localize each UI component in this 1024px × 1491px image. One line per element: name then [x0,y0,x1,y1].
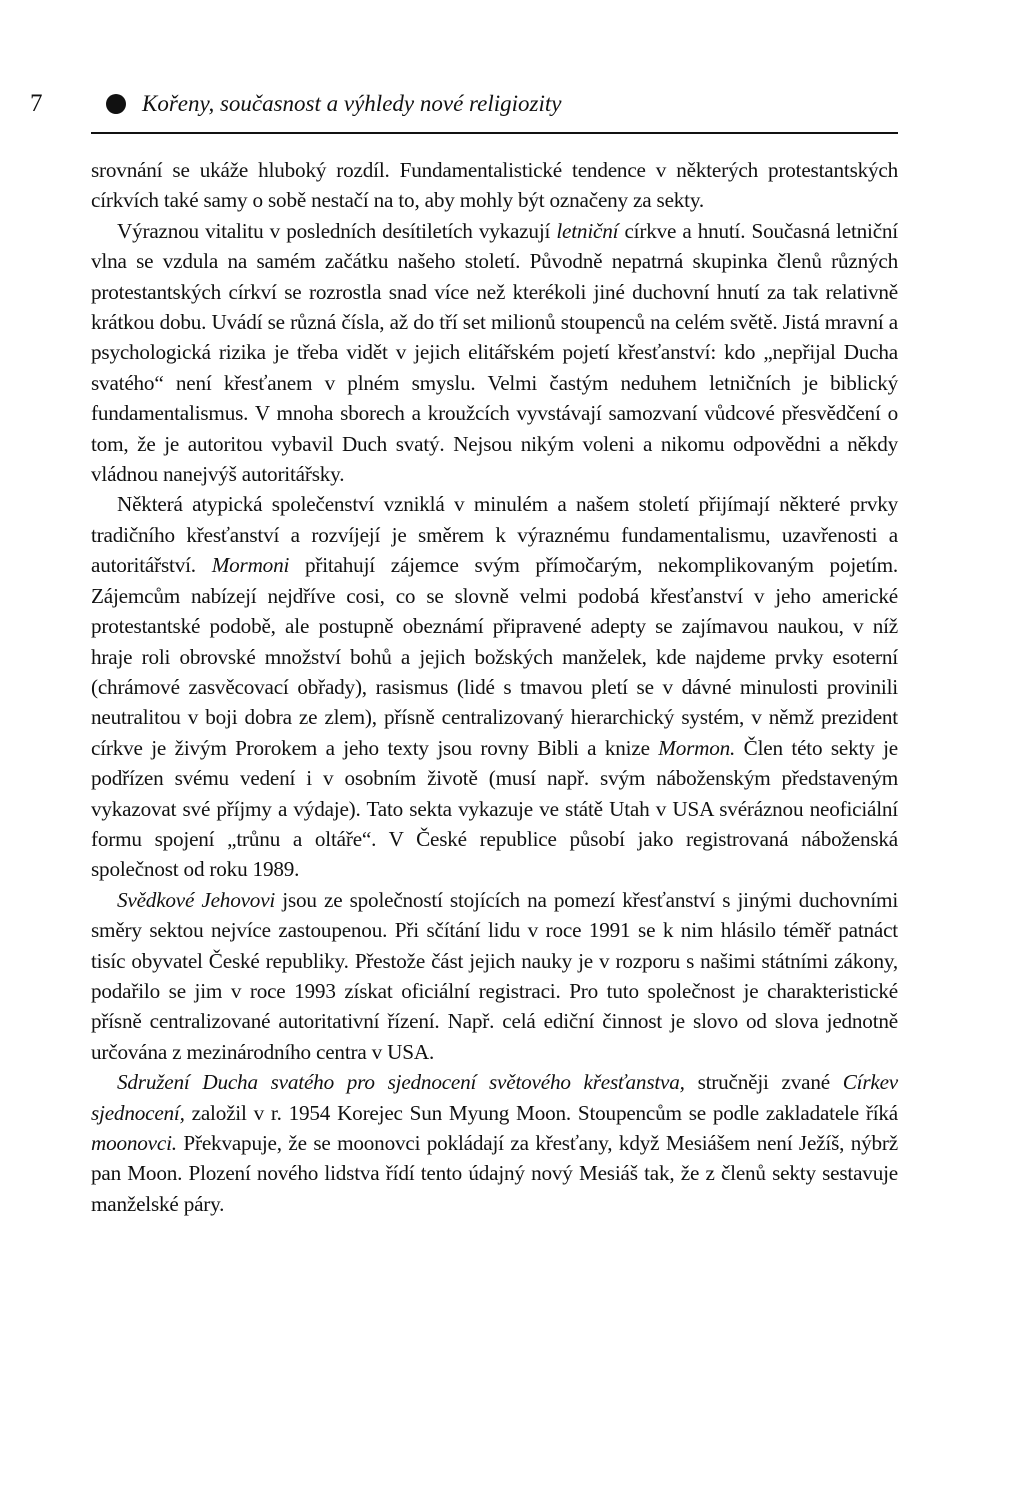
text-segment: Člen této sekty je podřízen svému vedení i v osobním životě (musí např. svým náboženským představeným vykazovat své příjmy a výdaje). Tato sekta vykazuje ve státě Utah v USA svéráznou neoficiální formu spojení „trůnu a oltáře“. V České republice působí jako registrovaná náboženská společnost od roku 1989. [91,735,898,882]
text-segment: přitahují zájemce svým přímočarým, nekomplikovaným pojetím. Zájemcům nabízejí nejdříve cosi, co se slovně velmi podobá křesťanství v jeho americké protestantské podobě, ale postupně obeznámí připravené adepty se zajímavou naukou, v níž hraje roli obrovské množství bohů a jejich božských manželek, kde najdeme prvky esoterní (chrámové zasvěcovací obřady), rasismus (lidé s tmavou pletí se v dávné minulosti provinili neutralitou v boji dobra ze zlem), přísně centralizovaný hierarchický systém, v němž prezident církve je živým Prorokem a jeho texty jsou rovny Bibli a knize [91,553,898,760]
page-number: 7 [30,90,43,117]
italic-term: Sdružení Ducha svatého pro sjednocení světového křesťanstva, [117,1070,685,1095]
paragraph [91,489,898,884]
italic-term: letniční [556,218,619,243]
text-segment: založil v r. 1954 Korejec Sun Myung Moon. Stoupencům se podle zakladatele říká [184,1100,898,1125]
bullet-icon [106,94,126,114]
text-segment: stručněji zvané [684,1070,843,1095]
running-header [30,84,900,124]
text-segment: srovnání se ukáže hluboký rozdíl. Fundamentalistické tendence v některých protestantských církvích také samy o sobě nestačí na to, aby mohly být označeny za sekty. [91,158,898,213]
body-text [91,155,898,1219]
text-segment: Výraznou vitalitu v posledních desítiletích vykazují [117,218,557,243]
running-title: Kořeny, současnost a výhledy nové religiozity [142,91,562,116]
italic-term: Mormon. [658,735,736,760]
paragraph [91,1067,898,1219]
text-segment: Některá atypická společenství vzniklá v minulém a našem století přijímají některé prvky tradičního křesťanství a rozvíjejí je směrem k výraznému fundamentalismu, uzavřenosti a autoritářství. [91,492,898,578]
paragraph [91,216,898,490]
paragraph [91,155,898,216]
italic-term: Církev sjednocení, [91,1070,898,1125]
text-segment: jsou ze společností stojících na pomezí křesťanství s jinými duchovními směry sektou nejvíce zastoupenou. Při sčítání lidu v roce 1991 se k nim hlásilo téměř patnáct tisíc obyvatel České republiky. Přestože část jejich nauky je v rozporu s našimi státními zákony, podařilo se jim v roce 1993 získat oficiální registraci. Pro tuto společnost je charakteristické přísně centralizované autoritativní řízení. Např. celá ediční činnost je slovo od slova jednotně určována z mezinárodního centra v USA. [91,887,899,1064]
italic-term: moonovci. [91,1131,177,1155]
paragraph [91,885,898,1067]
italic-term: Svědkové Jehovovi [117,887,276,912]
text-segment: církve a hnutí. Současná letniční vlna se vzdula na samém začátku našeho století. Původně nepatrná skupinka členů různých protestantských církví se rozrostla snad více než kterékoli jiné duchovní hnutí za tak relativně krátkou dobu. Uvádí se různá čísla, až do tří set milionů stoupenců na celém světě. Jistá mravní a psychologická rizika je třeba vidět v jejich elitářském pojetí křesťanství: kdo „nepřijal Ducha svatého“ není křesťanem v plném smyslu. Velmi častým neduhem letničních je biblický fundamentalismus. V mnoha sborech a kroužcích vyvstávají samozvaní vůdcové přesvědčení o tom, že je autoritou vybavil Duch svatý. Nejsou nikým voleni a nikomu odpovědni a někdy vládnou nanejvýš autoritářsky. [91,218,898,487]
header-rule [91,132,898,134]
text-segment: Překvapuje, že se moonovci pokládají za křesťany, když Mesiášem není Ježíš, nýbrž pan Moon. Plození nového lidstva řídí tento údajný nový Mesiáš tak, že z členů sekty sestavuje manželské páry. [91,1131,898,1216]
italic-term: Mormoni [211,553,290,578]
